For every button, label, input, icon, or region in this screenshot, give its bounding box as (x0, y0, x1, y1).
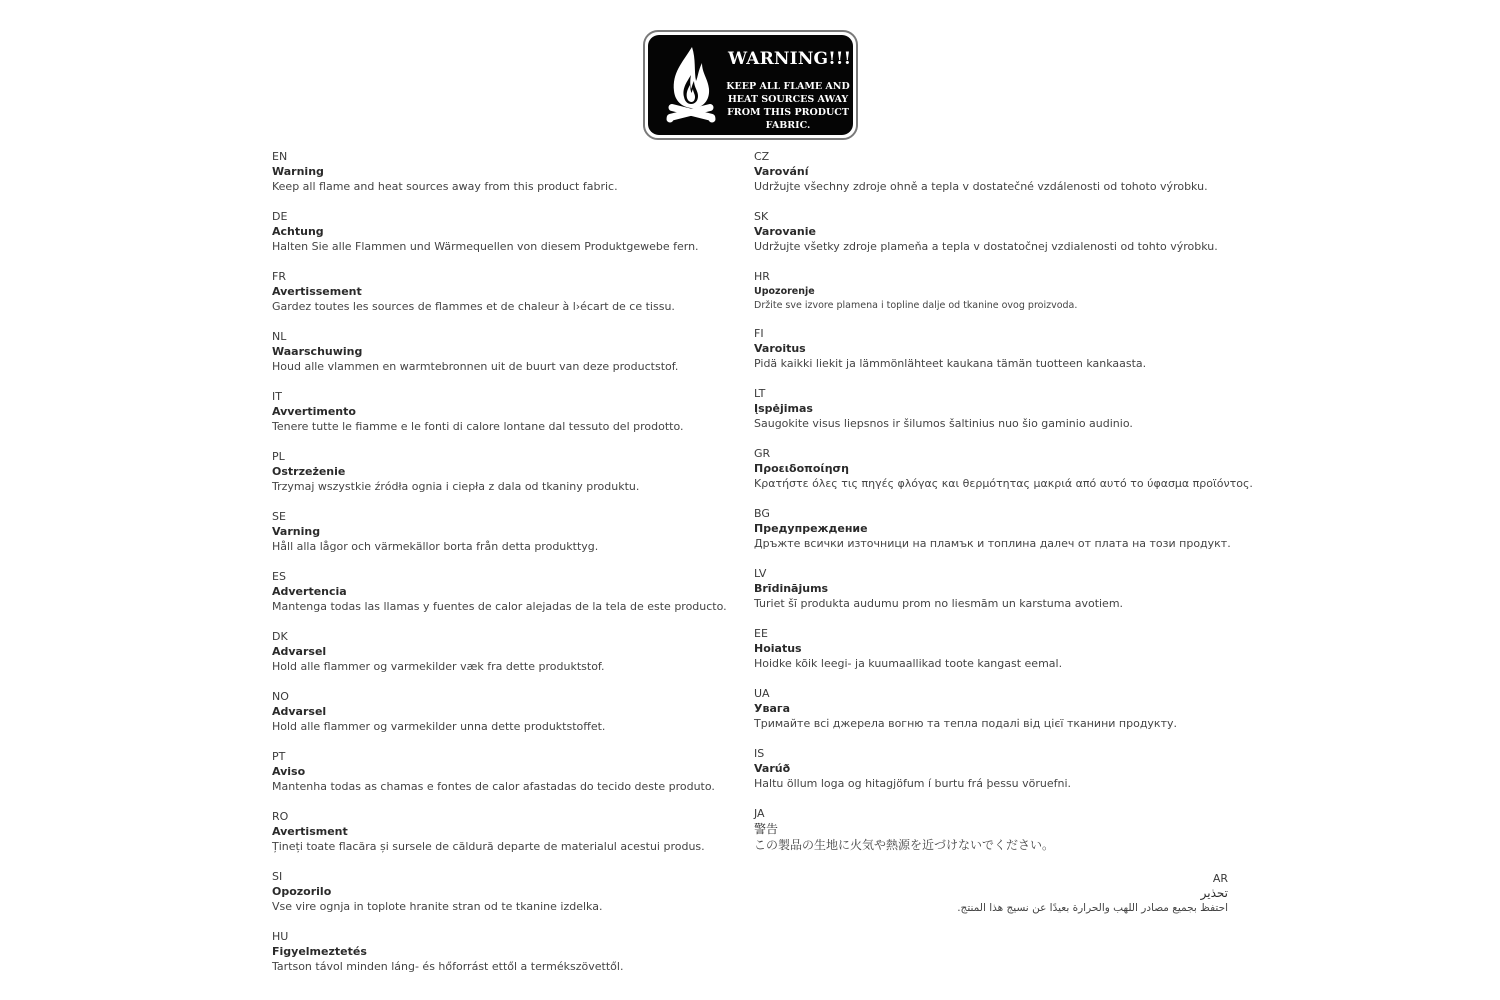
warning-heading: تحذير (1200, 886, 1228, 900)
language-entry-fi (754, 326, 1228, 386)
warning-heading: Aviso (272, 765, 306, 778)
language-entry-ua (754, 686, 1228, 746)
warning-text: Hold alle flammer og varmekilder unna dette produktstoffet. (272, 720, 606, 733)
language-entry-si (272, 869, 722, 929)
warning-text: Tenere tutte le fiamme e le fonti di calore lontane dal tessuto del prodotto. (272, 420, 684, 433)
warning-text: Držite sve izvore plamena i topline dalje od tkanine ovog proizvoda. (754, 300, 1078, 311)
warning-text: احتفظ بجميع مصادر اللهب والحرارة بعيدًا عن نسيج هذا المنتج. (957, 902, 1228, 914)
language-code: LT (754, 387, 766, 400)
language-code: EN (272, 150, 288, 163)
warning-heading: Предупреждение (754, 522, 868, 535)
warning-text: Pidä kaikki liekit ja lämmönlähteet kaukana tämän tuotteen kankaasta. (754, 357, 1147, 370)
language-code: NL (272, 330, 287, 343)
warning-badge-text (725, 80, 851, 132)
warning-text: Κρατήστε όλες τις πηγές φλόγας και θερμότητας μακριά από αυτό το ύφασμα προϊόντος. (754, 477, 1253, 490)
warning-badge-line: FROM THIS PRODUCT (727, 107, 849, 118)
warning-text: Trzymaj wszystkie źródła ognia i ciepła z dala od tkaniny produktu. (272, 480, 640, 493)
language-entry-lt (754, 386, 1228, 446)
warning-text: Håll alla lågor och värmekällor borta från detta produkttyg. (272, 540, 599, 553)
warning-heading: Brīdinājums (754, 582, 829, 595)
warning-heading: Varovanie (754, 225, 816, 238)
warning-badge-title: WARNING!!! (728, 49, 852, 69)
warning-heading: Увага (754, 702, 791, 715)
language-code: FI (754, 327, 764, 340)
warning-heading: Avertisment (272, 825, 348, 838)
warning-text: Saugokite visus liepsnos ir šilumos šaltinius nuo šio gaminio audinio. (754, 417, 1133, 430)
language-entry-hr (754, 269, 1228, 326)
language-entry-sk (754, 209, 1228, 269)
warning-heading: Hoiatus (754, 642, 802, 655)
language-code: BG (754, 507, 770, 520)
warning-badge-line: KEEP ALL FLAME AND (726, 81, 850, 92)
language-entry-ro (272, 809, 722, 869)
language-entry-se (272, 509, 722, 569)
language-entry-nl (272, 329, 722, 389)
warning-badge-panel (648, 35, 853, 135)
language-code: HR (754, 270, 770, 283)
language-entry-hu (272, 929, 722, 989)
warning-heading: Waarschuwing (272, 345, 363, 358)
language-code: DE (272, 210, 288, 223)
warning-heading: Προειδοποίηση (754, 462, 849, 475)
language-entry-dk (272, 629, 722, 689)
language-code: CZ (754, 150, 770, 163)
warning-text: Udržujte všechny zdroje ohně a tepla v dostatečné vzdálenosti od tohoto výrobku. (754, 180, 1208, 193)
warning-text: Тримайте всі джерела вогню та тепла подалі від цієї тканини продукту. (754, 717, 1177, 730)
warning-heading: Avvertimento (272, 405, 356, 418)
warning-heading: Figyelmeztetés (272, 945, 367, 958)
language-code: HU (272, 930, 289, 943)
language-code: IS (754, 747, 765, 760)
warning-heading: Avertissement (272, 285, 362, 298)
language-code: AR (1212, 872, 1228, 885)
language-entry-bg (754, 506, 1231, 566)
language-code: SE (272, 510, 286, 523)
right-language-column (754, 149, 1253, 931)
language-code: LV (754, 567, 767, 580)
warning-heading: Varning (272, 525, 321, 538)
warning-heading: Įspėjimas (754, 402, 813, 415)
warning-text: Vse vire ognja in toplote hranite stran od te tkanine izdelka. (272, 900, 603, 913)
language-code: EE (754, 627, 768, 640)
language-code: DK (272, 630, 288, 643)
campfire-icon (662, 45, 720, 129)
warning-text: Tartson távol minden láng- és hőforrást ettől a termékszövettől. (272, 960, 624, 973)
warning-text: Halten Sie alle Flammen und Wärmequellen von diesem Produktgewebe fern. (272, 240, 699, 253)
language-entry-pt (272, 749, 722, 809)
language-entry-is (754, 746, 1228, 806)
language-code: JA (754, 807, 765, 820)
language-code: IT (272, 390, 282, 403)
warning-heading: Ostrzeżenie (272, 465, 346, 478)
language-entry-it (272, 389, 722, 449)
warning-heading: Opozorilo (272, 885, 332, 898)
warning-heading: Advarsel (272, 645, 327, 658)
warning-heading: Advarsel (272, 705, 327, 718)
warning-text: Turiet šī produkta audumu prom no liesmām un karstuma avotiem. (754, 597, 1124, 610)
language-code: PL (272, 450, 285, 463)
language-entry-gr (754, 446, 1253, 506)
warning-text: Keep all flame and heat sources away from this product fabric. (272, 180, 618, 193)
language-entry-ja (754, 806, 1228, 866)
warning-heading: Advertencia (272, 585, 347, 598)
language-code: FR (272, 270, 286, 283)
warning-heading: Varování (754, 165, 809, 178)
language-entry-pl (272, 449, 722, 509)
language-code: RO (272, 810, 289, 823)
warning-badge-line: HEAT SOURCES AWAY (727, 94, 849, 105)
warning-text: Houd alle vlammen en warmtebronnen uit de buurt van deze productstof. (272, 360, 679, 373)
language-entry-cz (754, 149, 1228, 209)
language-entry-no (272, 689, 722, 749)
warning-text: Mantenha todas as chamas e fontes de calor afastadas do tecido deste produto. (272, 780, 715, 793)
language-entry-de (272, 209, 722, 269)
left-language-column (272, 149, 727, 989)
warning-heading: 警告 (754, 822, 779, 836)
language-entry-lv (754, 566, 1228, 626)
language-code: ES (272, 570, 286, 583)
warning-text: Haltu öllum loga og hitagjöfum í burtu frá þessu vöruefni. (754, 777, 1072, 790)
warning-heading: Warning (272, 165, 324, 178)
language-entry-es (272, 569, 727, 629)
warning-heading: Achtung (272, 225, 324, 238)
warning-text: Țineți toate flacăra și sursele de căldură departe de materialul acestui produs. (272, 840, 705, 853)
language-entry-fr (272, 269, 722, 329)
warning-text: Hold alle flammer og varmekilder væk fra dette produktstof. (272, 660, 605, 673)
language-entry-ar (754, 871, 1228, 931)
language-code: GR (754, 447, 771, 460)
warning-text: Дръжте всички източници на пламък и топлина далеч от плата на този продукт. (754, 537, 1231, 550)
warning-text: Mantenga todas las llamas y fuentes de calor alejadas de la tela de este producto. (272, 600, 727, 613)
warning-heading: Varoitus (754, 342, 806, 355)
warning-text: この製品の生地に火気や熱源を近づけないでください。 (754, 838, 1055, 852)
language-code: PT (272, 750, 286, 763)
warning-heading: Upozorenje (754, 286, 815, 297)
warning-heading: Varúð (754, 762, 791, 775)
language-code: NO (272, 690, 289, 703)
warning-badge (643, 30, 858, 140)
language-code: SI (272, 870, 283, 883)
language-code: UA (754, 687, 770, 700)
language-code: SK (754, 210, 769, 223)
warning-badge-line: FABRIC. (765, 120, 811, 131)
language-entry-ee (754, 626, 1228, 686)
language-entry-en (272, 149, 722, 209)
warning-text: Hoidke kõik leegi- ja kuumaallikad toote kangast eemal. (754, 657, 1063, 670)
warning-text: Udržujte všetky zdroje plameňa a tepla v dostatočnej vzdialenosti od tohto výrobku. (754, 240, 1218, 253)
warning-text: Gardez toutes les sources de flammes et de chaleur à l›écart de ce tissu. (272, 300, 675, 313)
